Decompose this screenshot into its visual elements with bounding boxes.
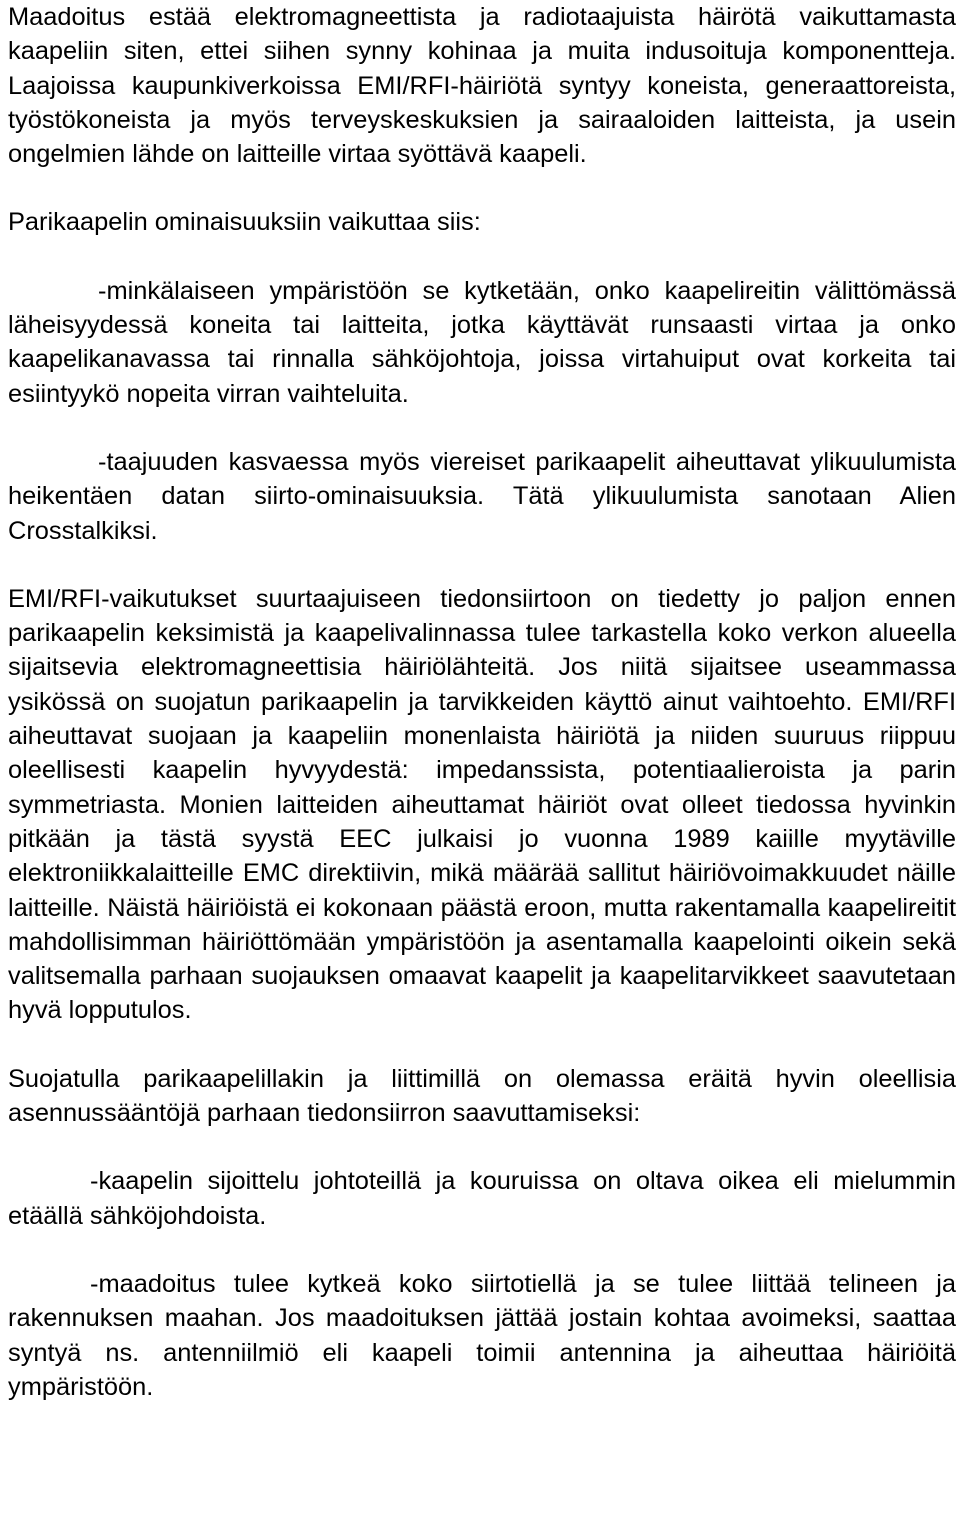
document-page <box>8 0 956 1404</box>
paragraph-properties-heading: Parikaapelin ominaisuuksiin vaikuttaa siis: <box>8 208 481 237</box>
paragraph-crosstalk-item: -taajuuden kasvaessa myös viereiset parikaapelit aiheuttavat ylikuulumista heikentäen datan siirto-ominaisuuksia. Tätä ylikuulumista sanotaan Alien Crosstalkiksi. <box>8 447 956 545</box>
paragraph-environment-item: -minkälaiseen ympäristöön se kytketään, onko kaapelireitin välittömässä läheisyydessä koneita tai laitteita, jotka käyttävät runsaasti virtaa ja onko kaapelikanavassa tai rinnalla sähköjohtoja, joissa virtahuiput ovat korkeita tai esiintyykö nopeita virran vaihteluita. <box>8 276 956 408</box>
paragraph-grounding-item: -maadoitus tulee kytkeä koko siirtotiellä ja se tulee liittää telineen ja rakennuksen maahan. Jos maadoituksen jättää jostain kohtaa avoimeksi, saattaa syntyä ns. antenniilmiö eli kaapeli toimii antennina ja aiheuttaa häiriöitä ympäristöön. <box>8 1269 956 1401</box>
paragraph-installation-rules-heading: Suojatulla parikaapelillakin ja liittimillä on olemassa eräitä hyvin oleellisia asennussääntöjä parhaan tiedonsiirron saavuttamiseksi: <box>8 1064 956 1128</box>
paragraph-grounding-intro: Maadoitus estää elektromagneettista ja radiotaajuista häirötä vaikuttamasta kaapeliin siten, ettei siihen synny kohinaa ja muita indusoituja komponentteja. Laajoissa kaupunkiverkoissa EMI/RFI-häiriötä syntyy koneista, generaattoreista, työstökoneista ja myös terveyskeskuksien ja sairaaloiden laitteista, ja usein ongelmien lähde on laitteille virtaa syöttävä kaapeli. <box>8 3 956 169</box>
paragraph-cable-placement-item: -kaapelin sijoittelu johtoteillä ja kouruissa on oltava oikea eli mielummin etäällä sähköjohdoista. <box>8 1167 956 1230</box>
paragraph-emi-rfi: EMI/RFI-vaikutukset suurtaajuiseen tiedonsiirtoon on tiedetty jo paljon ennen parikaapelin keksimistä ja kaapelivalinnassa tulee tarkastella koko verkon alueella sijaitsevia elektromagneettisia häiriölähteitä. Jos niitä sijaitsee useammassa ysikössä on suojatun parikaapelin ja tarvikkeiden käyttö ainut vaihtoehto. EMI/RFI aiheuttavat suojaan ja kaapeliin monenlaista häiriötä ja niiden suuruus riippuu oleellisesti kaapelin hyvyydestä: impedanssista, potentiaalieroista ja parin symmetriasta. Monien laitteiden aiheuttamat häiriöt ovat olleet tiedossa hyvinkin pitkään ja tästä syystä EEC julkaisi jo vuonna 1989 kaiille myytäville elektroniikkalaitteille EMC direktiivin, mikä määrää sallitut häiriövoimakkuudet näille laitteille. Näistä häiriöistä ei kokonaan päästä eroon, mutta rakentamalla kaapelireitit mahdollisimman häiriöttömään ympäristöön ja asentamalla kaapelointi oikein sekä valitsemalla parhaan suojauksen omaavat kaapelit ja kaapelitarvikkeet saavutetaan hyvä lopputulos. <box>8 584 956 1025</box>
